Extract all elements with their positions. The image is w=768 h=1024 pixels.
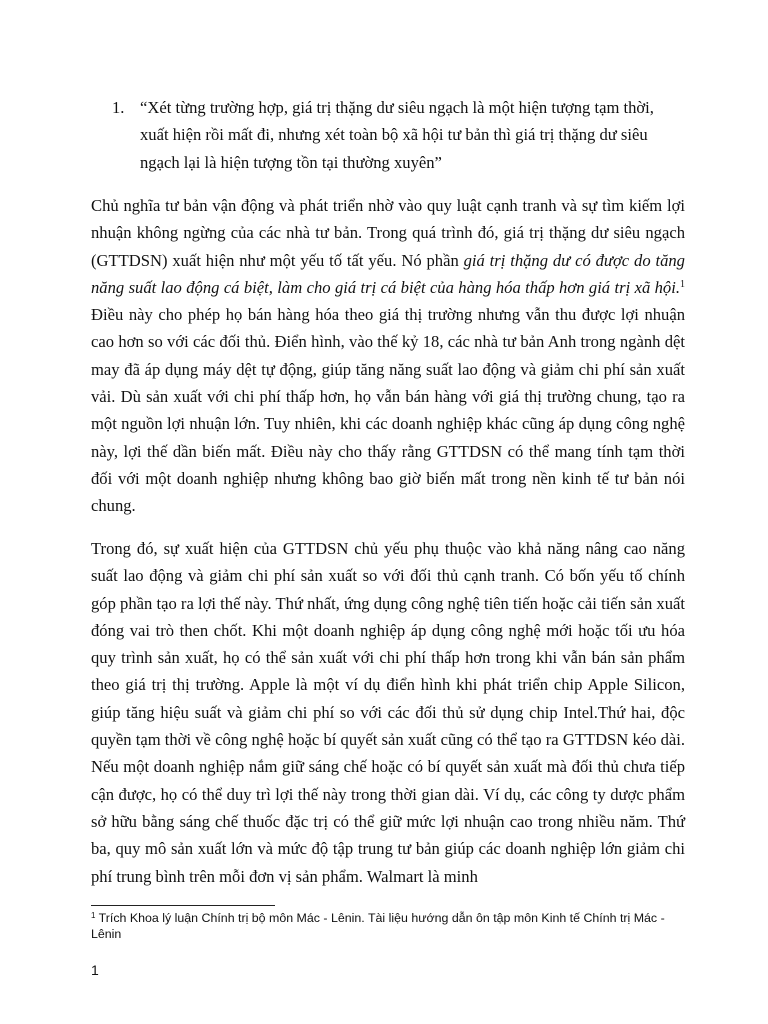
footnote-reference[interactable]: 1: [680, 278, 685, 290]
body-paragraph-1: [91, 192, 685, 520]
paragraph-1-rest: Điều này cho phép họ bán hàng hóa theo giá thị trường nhưng vẫn thu được lợi nhuận cao hơn so với các đối thủ. Điển hình, vào thế kỷ 18, các nhà tư bản Anh trong ngành dệt may đã áp dụng máy dệt tự động, giúp tăng năng suất lao động và giảm chi phí sản xuất vải. Dù sản xuất với chi phí thấp hơn, họ vẫn bán hàng với giá thị trường chung, tạo ra một nguồn lợi nhuận lớn. Tuy nhiên, khi các doanh nghiệp khác cũng áp dụng công nghệ này, lợi thế dần biến mất. Điều này cho thấy rằng GTTDSN có thể mang tính tạm thời đối với một doanh nghiệp nhưng không bao giờ biến mất trong nền kinh tế tư bản nói chung.: [91, 305, 685, 516]
list-number: 1.: [112, 98, 125, 117]
heading-quote: “Xét từng trường hợp, giá trị thặng dư siêu ngạch là một hiện tượng tạm thời, xuất hiện rồi mất đi, nhưng xét toàn bộ xã hội tư bản thì giá trị thặng dư siêu ngạch lại là hiện tượng tồn tại thường xuyên”: [140, 98, 654, 172]
footnote: [91, 908, 671, 942]
footnote-text: Trích Khoa lý luận Chính trị bộ môn Mác - Lênin. Tài liệu hướng dẫn ôn tập môn Kinh tế Chính trị Mác - Lênin: [91, 911, 665, 941]
body-paragraph-2: Trong đó, sự xuất hiện của GTTDSN chủ yếu phụ thuộc vào khả năng nâng cao năng suất lao động và giảm chi phí sản xuất so với đối thủ cạnh tranh. Có bốn yếu tố chính góp phần tạo ra lợi thế này. Thứ nhất, ứng dụng công nghệ tiên tiến hoặc cải tiến sản xuất đóng vai trò then chốt. Khi một doanh nghiệp áp dụng công nghệ mới hoặc tối ưu hóa quy trình sản xuất, họ có thể sản xuất với chi phí thấp hơn trong khi vẫn bán sản phẩm theo giá trị thị trường. Apple là một ví dụ điển hình khi phát triển chip Apple Silicon, giúp tăng hiệu suất và giảm chi phí so với các đối thủ sử dụng chip Intel.Thứ hai, độc quyền tạm thời về công nghệ hoặc bí quyết sản xuất cũng có thể tạo ra GTTDSN kéo dài. Nếu một doanh nghiệp nắm giữ sáng chế hoặc có bí quyết sản xuất mà đối thủ chưa tiếp cận được, họ có thể duy trì lợi thế này trong thời gian dài. Ví dụ, các công ty dược phẩm sở hữu bằng sáng chế thuốc đặc trị có thể giữ mức lợi nhuận cao trong nhiều năm. Thứ ba, quy mô sản xuất lớn và mức độ tập trung tư bản giúp các doanh nghiệp lớn giảm chi phí trung bình trên mỗi đơn vị sản phẩm. Walmart là minh: [91, 539, 685, 886]
page-number: 1: [91, 962, 99, 978]
footnote-separator: [91, 905, 275, 906]
footnote-number: 1: [91, 911, 96, 920]
paragraph-1-italic-definition: giá trị thặng dư có được do tăng năng suất lao động cá biệt, làm cho giá trị cá biệt của hàng hóa thấp hơn giá trị xã hội.: [91, 250, 685, 297]
paragraph-1-intro: Chủ nghĩa tư bản vận động và phát triển nhờ vào quy luật cạnh tranh và sự tìm kiếm lợi nhuận không ngừng của các nhà tư bản. Trong quá trình đó, giá trị thặng dư siêu ngạch (GTTDSN) xuất hiện như một yếu tố tất yếu. Nó phần: [91, 196, 685, 270]
